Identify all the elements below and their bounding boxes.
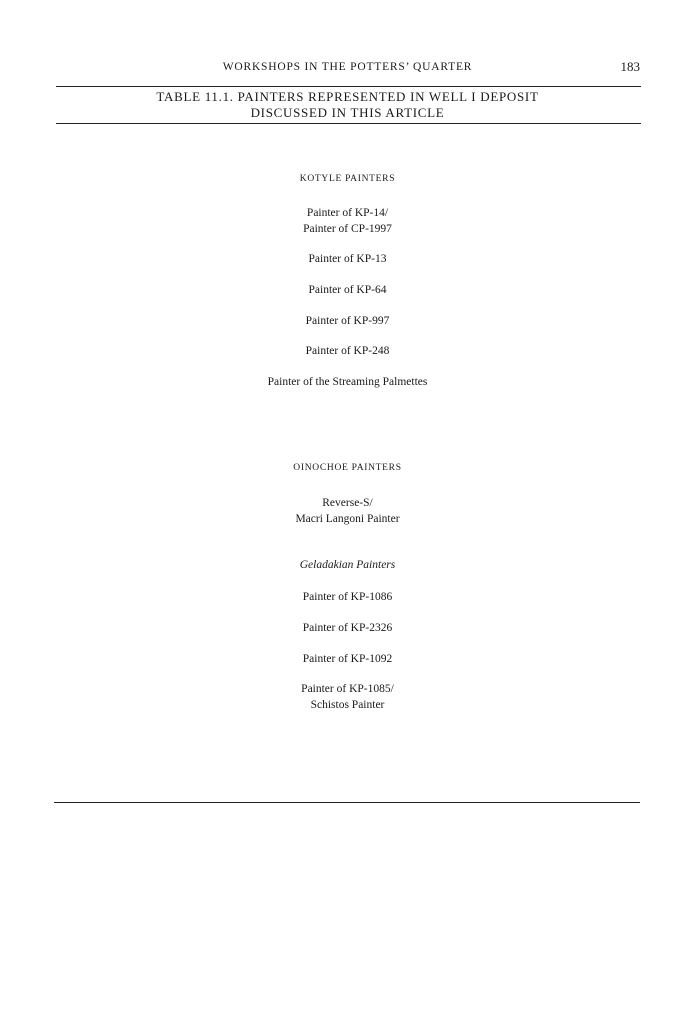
top-rule [56, 86, 641, 87]
table-caption [0, 89, 695, 120]
list-item [0, 652, 695, 668]
page-number: 183 [620, 59, 640, 74]
entry-line: Schistos Painter [310, 698, 385, 711]
entry-line: Painter of CP-1997 [303, 222, 392, 235]
list-item [0, 252, 695, 268]
list-item [0, 314, 695, 330]
list-item [0, 621, 695, 637]
entry-line: Painter of KP-1085/ [301, 683, 394, 695]
table-caption-line-2: DISCUSSED IN THIS ARTICLE [250, 104, 445, 120]
entry-line: Painter of KP-248 [305, 345, 390, 357]
oinochoe-painters-heading: OINOCHOE PAINTERS [293, 463, 402, 473]
list-item [0, 283, 695, 299]
entry-line: Painter of the Streaming Palmettes [267, 376, 428, 388]
entry-line: Macri Langoni Painter [295, 512, 400, 525]
list-item [0, 206, 695, 237]
entry-line: Painter of KP-1092 [302, 653, 393, 665]
list-item [0, 344, 695, 360]
entry-line: Painter of KP-2326 [302, 622, 393, 634]
entry-line: Painter of KP-1086 [302, 591, 393, 603]
bottom-rule [54, 802, 640, 803]
entry-line: Geladakian Painters [299, 559, 396, 571]
list-item [0, 375, 695, 391]
list-item [0, 590, 695, 606]
list-item [0, 558, 695, 574]
entry-line: Reverse-S/ [322, 497, 373, 509]
entry-line: Painter of KP-997 [305, 315, 390, 327]
list-item [0, 682, 695, 713]
entry-line: Painter of KP-64 [308, 284, 387, 296]
running-head [0, 58, 695, 76]
running-title: WORKSHOPS IN THE POTTERS’ QUARTER [222, 61, 473, 73]
list-item [0, 496, 695, 527]
caption-rule [56, 123, 641, 124]
table-caption-line-1: TABLE 11.1. PAINTERS REPRESENTED IN WELL I DEPOSIT [156, 89, 539, 104]
kotyle-painters-heading: KOTYLE PAINTERS [299, 174, 396, 184]
entry-line: Painter of KP-13 [308, 253, 387, 265]
entry-line: Painter of KP-14/ [306, 207, 389, 219]
